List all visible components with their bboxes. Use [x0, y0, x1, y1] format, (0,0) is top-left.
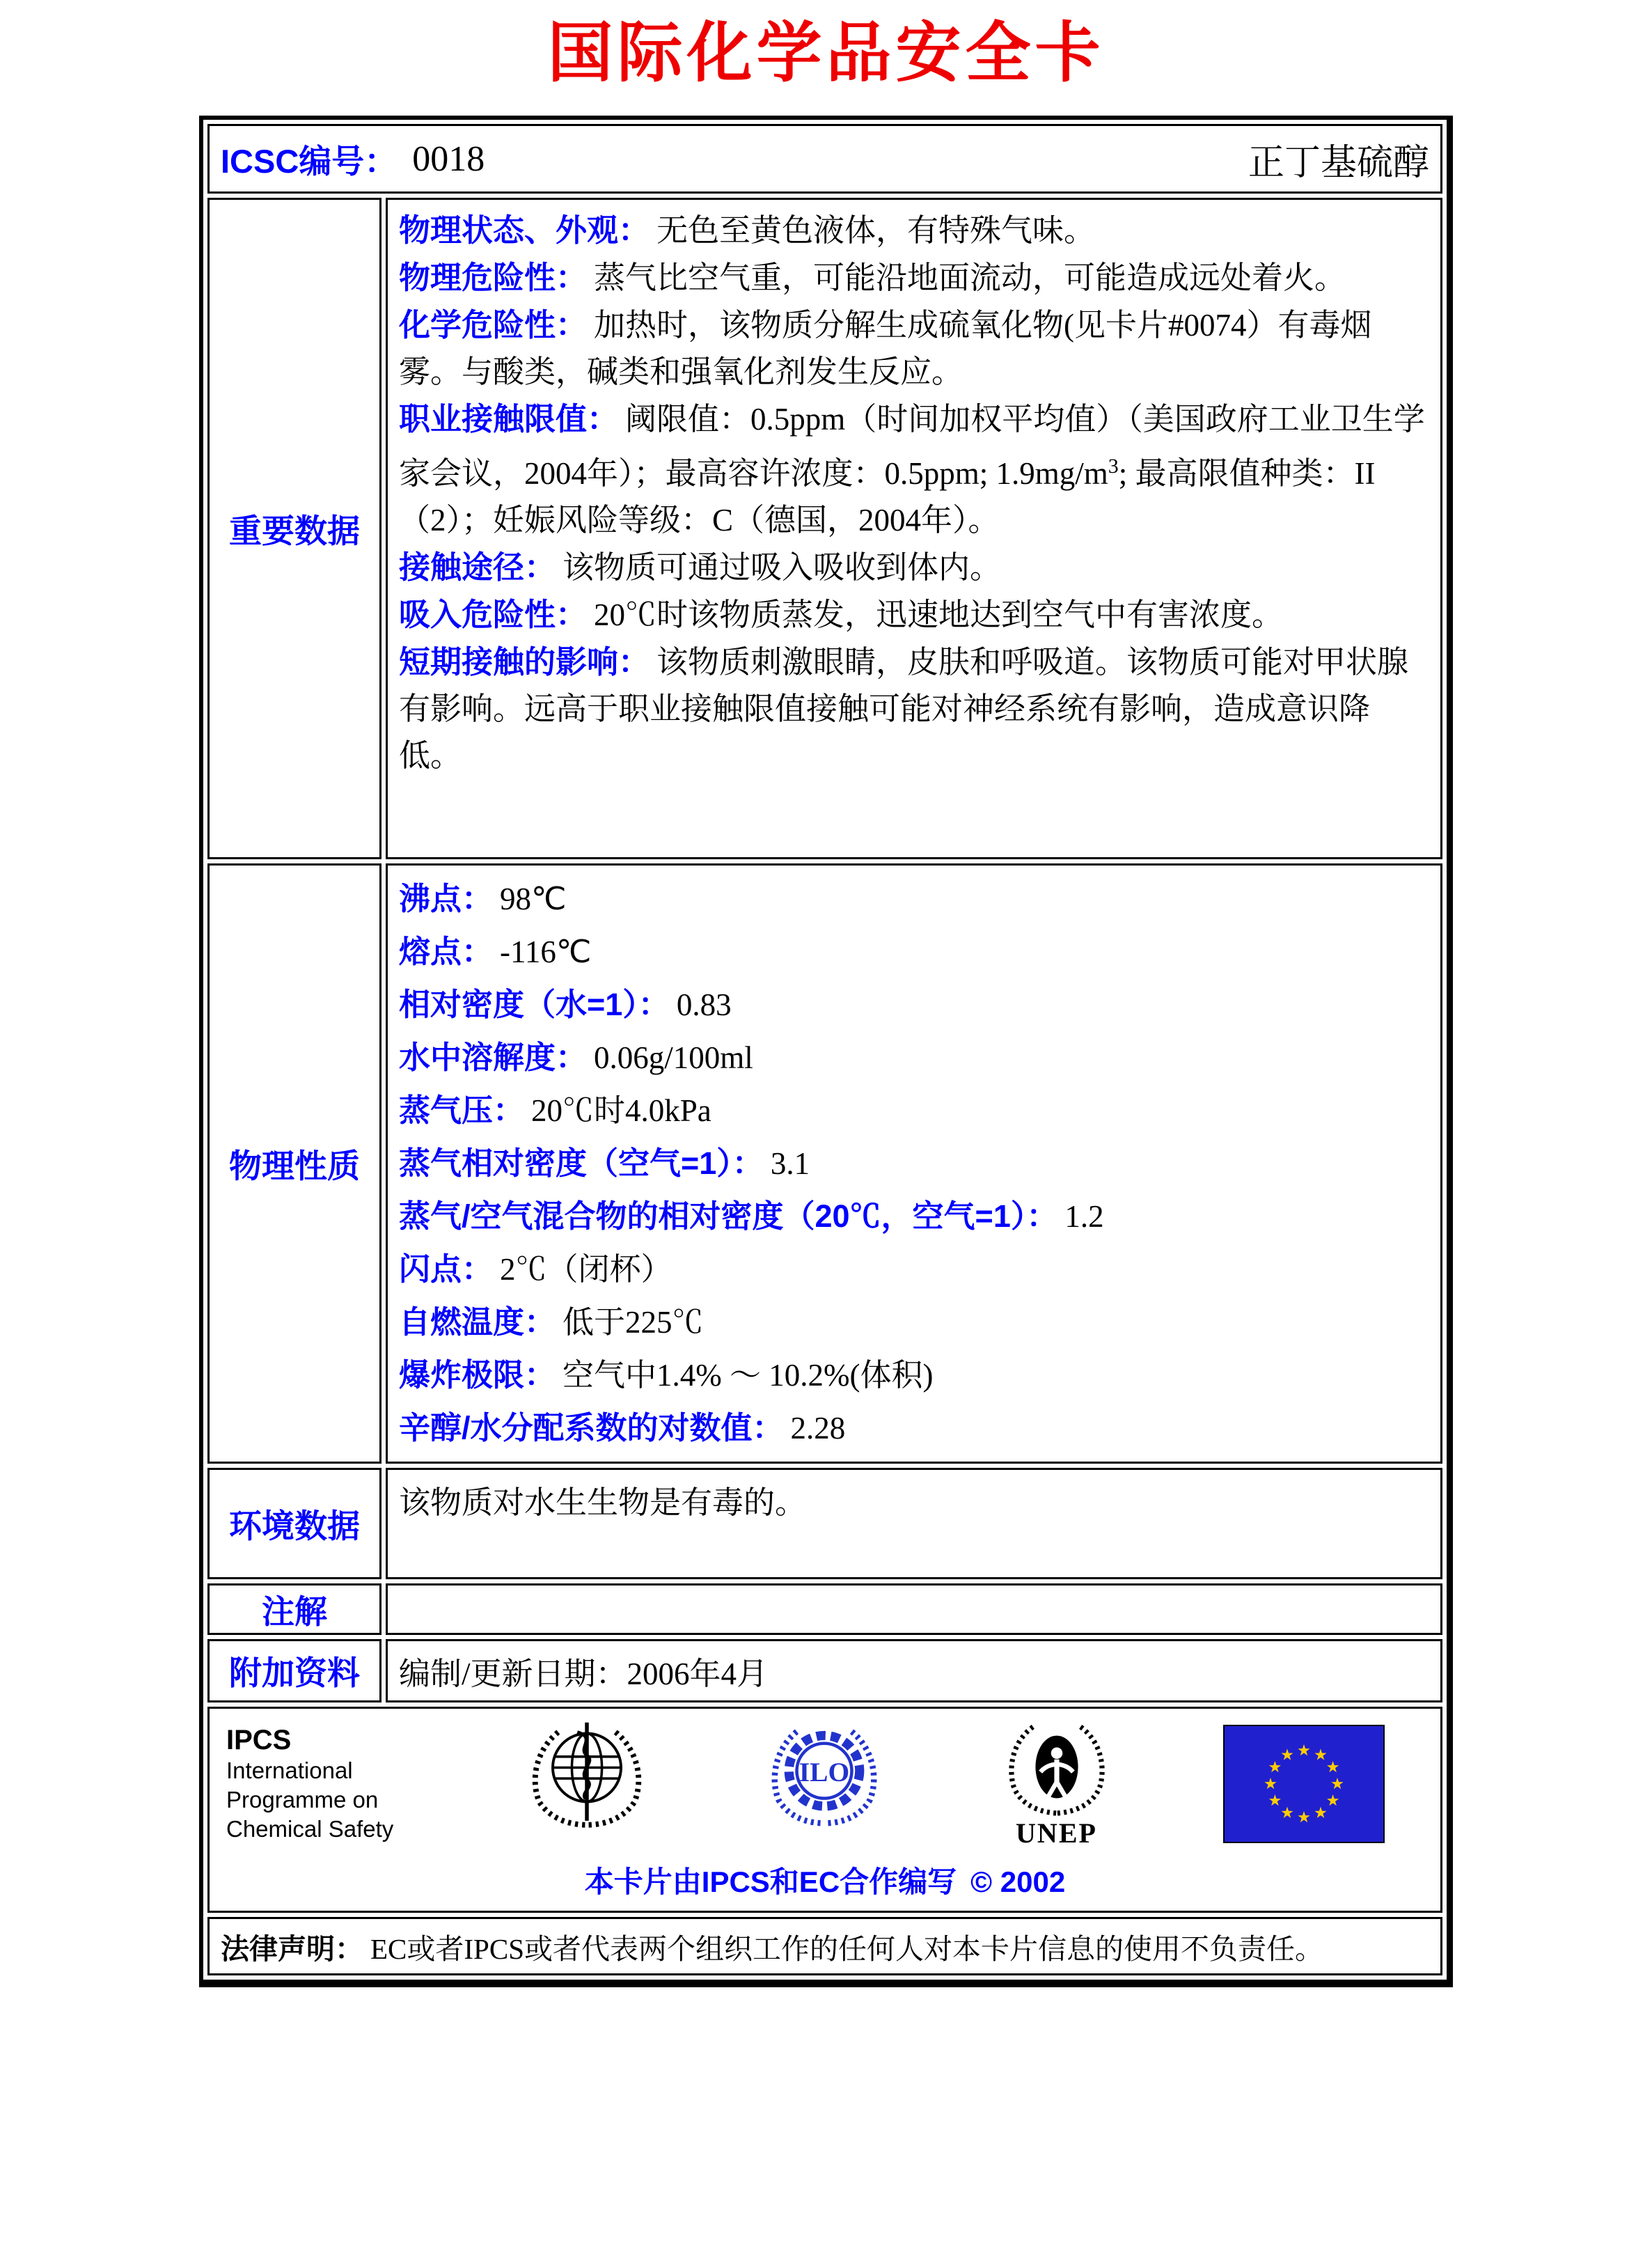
- field-value: 空气中1.4% ～ 10.2%(体积): [563, 1358, 934, 1393]
- field-label: 蒸气相对密度（空气=1）：: [399, 1145, 764, 1181]
- field-label: 水中溶解度：: [399, 1040, 588, 1075]
- notes-row: [205, 1581, 1445, 1637]
- field-value: 无色至黄色液体，有特殊气味。: [656, 213, 1096, 248]
- field-label: 物理危险性：: [399, 260, 588, 295]
- icsc-number-value: 0018: [412, 139, 485, 179]
- legal-notice-label: 法律声明：: [221, 1932, 363, 1965]
- ilo-logo-icon: [759, 1718, 890, 1849]
- field-label: 化学危险性：: [399, 307, 588, 343]
- field-value: 2.28: [790, 1411, 846, 1446]
- physical-property-item: [399, 1031, 1429, 1084]
- field-label: 蒸气压：: [399, 1093, 525, 1128]
- field-value: 20℃时该物质蒸发，迅速地达到空气中有害浓度。: [594, 597, 1284, 632]
- ipcs-name-line: Programme on: [226, 1787, 379, 1813]
- ipcs-name-line: Chemical Safety: [226, 1816, 394, 1842]
- icsc-number-label: ICSC编号：: [221, 142, 398, 180]
- field-label: 蒸气/空气混合物的相对密度（20℃，空气=1）：: [399, 1198, 1058, 1234]
- logos-row: [205, 1705, 1445, 1915]
- field-value: 蒸气比空气重，可能沿地面流动，可能造成远处着火。: [594, 260, 1346, 295]
- physical-property-item: [399, 1084, 1429, 1137]
- field-label: 熔点：: [399, 934, 494, 969]
- field-label: 接触途径：: [399, 549, 556, 585]
- legal-notice: [221, 1926, 1323, 1967]
- field-value: 0.06g/100ml: [594, 1040, 753, 1075]
- environmental-data-text: 该物质对水生生物是有毒的。: [399, 1485, 807, 1520]
- field-value: 阈限值：0.5ppm（时间加权平均值）（美国政府工业卫生学家会议，2004年）；最高容许浓度：0.5ppm; 1.9mg/m: [399, 402, 1425, 491]
- physical-property-item: [399, 1402, 1429, 1455]
- important-data-row: [205, 196, 1445, 861]
- important-data-item: [399, 544, 1429, 591]
- environmental-data-row: [205, 1466, 1445, 1581]
- field-label: 爆炸极限：: [399, 1357, 556, 1393]
- credit-text: 本卡片由IPCS和EC合作编写: [584, 1865, 957, 1898]
- important-data-row-label: 重要数据: [207, 198, 381, 859]
- physical-properties-row: [205, 861, 1445, 1466]
- field-value: 98℃: [500, 882, 567, 916]
- ipcs-name-line: International: [226, 1757, 353, 1783]
- field-label: 沸点：: [399, 881, 494, 916]
- important-data-item: [399, 639, 1429, 779]
- field-value: 1.2: [1064, 1199, 1104, 1234]
- physical-property-item: [399, 1349, 1429, 1402]
- notes-row-label: 注解: [207, 1583, 381, 1635]
- copyright-text: © 2002: [970, 1865, 1066, 1898]
- physical-property-item: [399, 872, 1429, 925]
- physical-property-item: [399, 1243, 1429, 1296]
- superscript: 3: [1108, 455, 1119, 478]
- important-data-content: [386, 198, 1442, 859]
- legal-cell: [207, 1917, 1442, 1975]
- credit-line: [217, 1852, 1433, 1909]
- ipcs-acronym: IPCS: [226, 1725, 292, 1755]
- logos-strip: [217, 1714, 1433, 1852]
- physical-property-item: [399, 978, 1429, 1031]
- header-cell: [207, 124, 1442, 194]
- field-label: 相对密度（水=1）：: [399, 987, 670, 1022]
- field-label: 物理状态、外观：: [399, 212, 650, 248]
- who-logo-icon: [519, 1716, 655, 1852]
- icsc-card-table: [199, 116, 1453, 1987]
- ilo-letters: ILO: [799, 1757, 850, 1788]
- header-row: [205, 122, 1445, 196]
- field-value: 加热时，该物质分解生成硫氧化物(见卡片#0074）有毒烟雾。与酸类，碱类和强氧化剂发生反应。: [399, 308, 1372, 389]
- physical-property-item: [399, 1137, 1429, 1190]
- environmental-data-row-label: 环境数据: [207, 1468, 381, 1579]
- field-value-continued: ; 最高限值种类：II（2）；妊娠风险等级：C（德国，2004年）。: [399, 456, 1376, 538]
- additional-info-row-label: 附加资料: [207, 1639, 381, 1702]
- legal-notice-text: EC或者IPCS或者代表两个组织工作的任何人对本卡片信息的使用不负责任。: [370, 1932, 1323, 1965]
- logos-cell: [207, 1707, 1442, 1913]
- unep-logo-icon: [994, 1721, 1119, 1819]
- field-value: 低于225℃: [563, 1305, 704, 1340]
- field-label: 自燃温度：: [399, 1304, 556, 1340]
- unep-logo-block: [994, 1721, 1119, 1847]
- field-value: 3.1: [770, 1146, 810, 1181]
- field-value: 20℃时4.0kPa: [531, 1093, 711, 1128]
- update-date-text: 编制/更新日期：2006年4月: [399, 1657, 769, 1691]
- physical-properties-row-label: 物理性质: [207, 863, 381, 1464]
- field-value: 该物质可通过吸入吸收到体内。: [563, 550, 1002, 585]
- physical-property-item: [399, 1190, 1429, 1243]
- important-data-item: [399, 207, 1429, 254]
- important-data-item: [399, 396, 1429, 544]
- additional-info-content: [386, 1639, 1442, 1702]
- eu-flag-icon: [1223, 1725, 1385, 1843]
- field-label: 闪点：: [399, 1251, 494, 1287]
- field-label: 辛醇/水分配系数的对数值：: [399, 1410, 784, 1446]
- field-value: 该物质刺激眼睛，皮肤和呼吸道。该物质可能对甲状腺有影响。远高于职业接触限值接触可能对神经系统有影响，造成意识降低。: [399, 645, 1409, 773]
- additional-info-row: [205, 1637, 1445, 1705]
- ipcs-text-block: [226, 1724, 414, 1844]
- chemical-name: 正丁基硫醇: [1248, 143, 1429, 183]
- field-label: 吸入危险性：: [399, 597, 588, 632]
- environmental-data-content: [386, 1468, 1442, 1579]
- unep-label: UNEP: [1016, 1817, 1097, 1849]
- field-label: 短期接触的影响：: [399, 644, 650, 680]
- field-value: 2℃（闭杯）: [500, 1252, 672, 1287]
- field-value: 0.83: [676, 987, 732, 1022]
- page-title: 国际化学品安全卡: [547, 17, 1105, 90]
- important-data-item: [399, 302, 1429, 396]
- field-value: -116℃: [500, 934, 592, 969]
- physical-properties-content: [386, 863, 1442, 1464]
- important-data-item: [399, 254, 1429, 302]
- physical-property-item: [399, 925, 1429, 978]
- icsc-number-group: [221, 136, 485, 182]
- physical-property-item: [399, 1296, 1429, 1349]
- notes-content: [386, 1583, 1442, 1635]
- important-data-item: [399, 591, 1429, 639]
- field-label: 职业接触限值：: [399, 401, 619, 437]
- legal-row: [205, 1915, 1445, 1978]
